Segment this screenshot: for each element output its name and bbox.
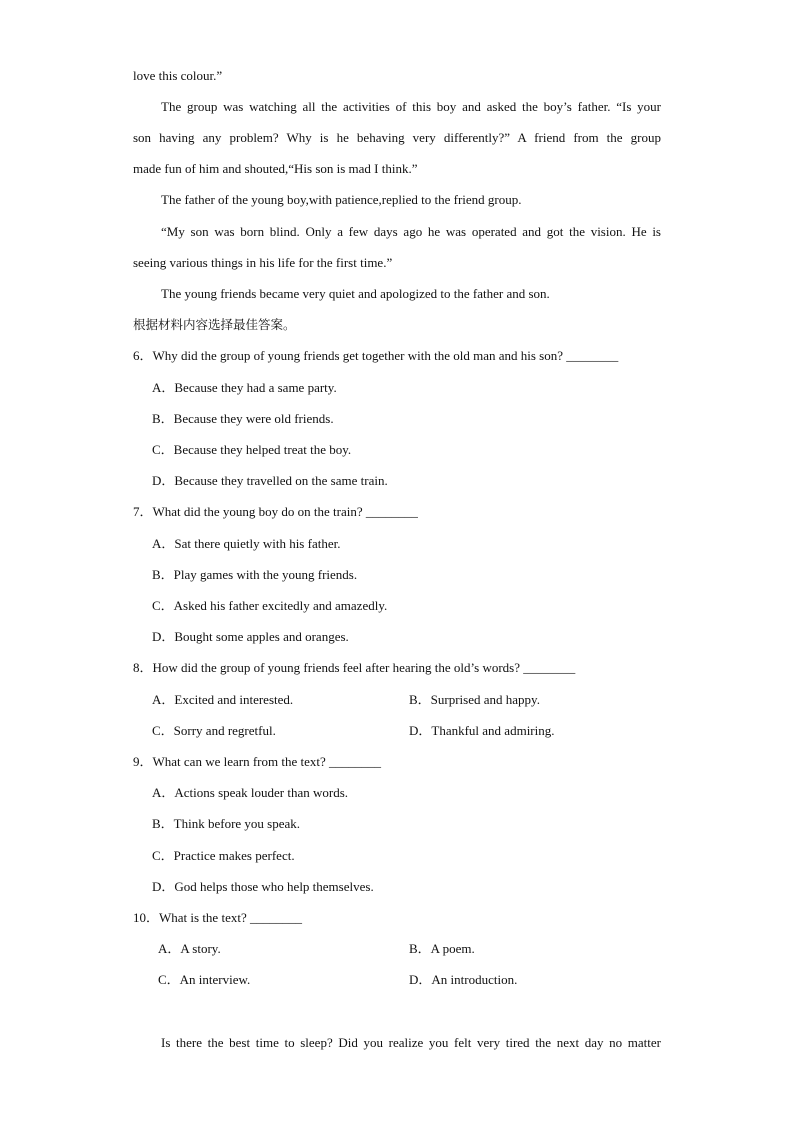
option: B．Surprised and happy.: [409, 692, 540, 707]
question-stem: 8．How did the group of young friends feel after hearing the old’s words? ________: [133, 660, 576, 675]
question-stem: 7．What did the young boy do on the train? ________: [133, 504, 418, 519]
passage-line: son having any problem? Why is he behaving very differently?” A friend from the group: [133, 130, 661, 145]
passage-line: seeing various things in his life for the first time.”: [133, 255, 393, 270]
question-stem: 6．Why did the group of young friends get together with the old man and his son? ________: [133, 348, 619, 363]
passage-line: The young friends became very quiet and apologized to the father and son.: [161, 286, 550, 301]
option: C．Because they helped treat the boy.: [152, 442, 352, 457]
passage-line: made fun of him and shouted,“His son is mad I think.”: [133, 161, 418, 176]
option: C．Practice makes perfect.: [152, 848, 295, 863]
option: B．Because they were old friends.: [152, 411, 334, 426]
question-stem: 10．What is the text? ________: [133, 910, 302, 925]
option: C．Asked his father excitedly and amazedly.: [152, 598, 388, 613]
option: A．Excited and interested.: [152, 692, 294, 707]
next-passage-line: Is there the best time to sleep? Did you realize you felt very tired the next day no matter: [161, 1035, 661, 1050]
passage-line: The group was watching all the activities of this boy and asked the boy’s father. “Is your: [161, 99, 661, 114]
option: C．Sorry and regretful.: [152, 723, 276, 738]
option: D．God helps those who help themselves.: [152, 879, 374, 894]
option: D．Thankful and admiring.: [409, 723, 555, 738]
section-instruction: 根据材料内容选择最佳答案。: [133, 317, 296, 332]
passage-line: love this colour.”: [133, 68, 223, 83]
passage-line: “My son was born blind. Only a few days ago he was operated and got the vision. He is: [161, 224, 661, 239]
passage-line: The father of the young boy,with patience,replied to the friend group.: [161, 192, 522, 207]
option: A．A story.: [158, 941, 221, 956]
question-stem: 9．What can we learn from the text? ________: [133, 754, 381, 769]
option: B．Think before you speak.: [152, 816, 301, 831]
option: D．Bought some apples and oranges.: [152, 629, 349, 644]
option: D．An introduction.: [409, 972, 518, 987]
option: A．Sat there quietly with his father.: [152, 536, 341, 551]
option: B．Play games with the young friends.: [152, 567, 358, 582]
option: D．Because they travelled on the same train.: [152, 473, 388, 488]
option: C．An interview.: [158, 972, 251, 987]
option: A．Because they had a same party.: [152, 380, 337, 395]
option: A．Actions speak louder than words.: [152, 785, 349, 800]
option: B．A poem.: [409, 941, 475, 956]
